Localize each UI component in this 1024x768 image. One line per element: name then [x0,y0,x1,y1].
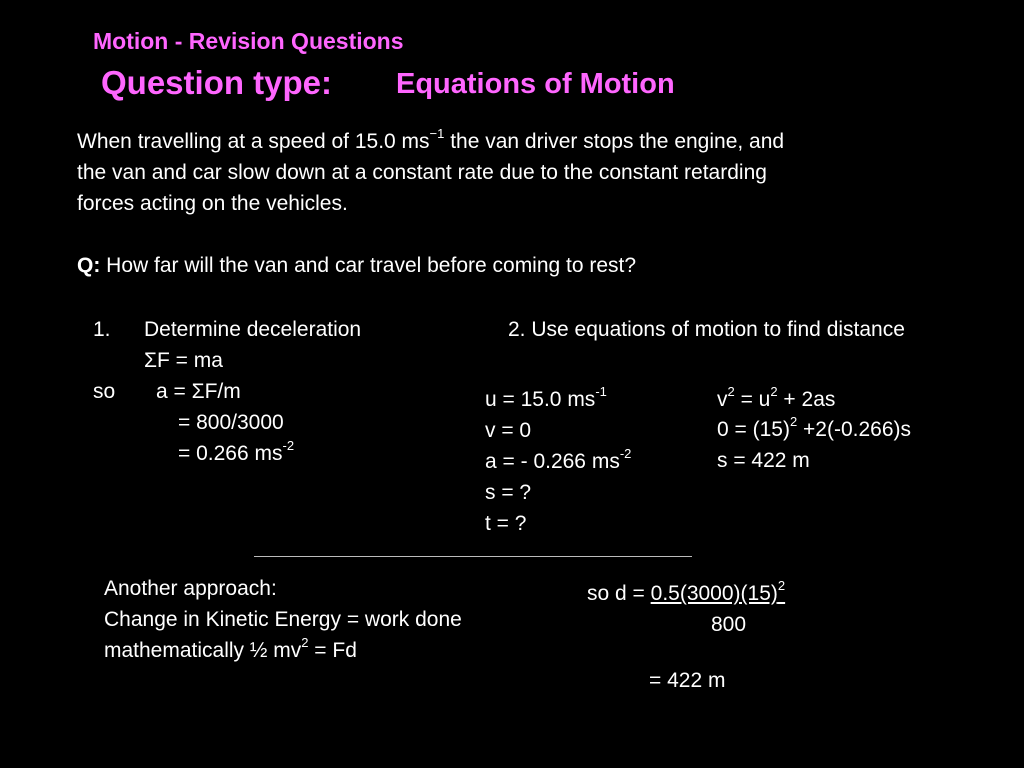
step1-eq1: ΣF = ma [144,349,223,372]
fraction-numerator: $0.5(3000)(15)^2$ [650,578,786,605]
question-type-value: Equations of Motion [396,68,675,100]
alt-line-3: mathematically ½ $mv^2 = Fd$ [104,635,357,662]
given-a: a = - 0.266 $ms^{-2}$ [485,446,632,473]
question-label: Q: [77,254,101,277]
alt-result: = 422 m [649,669,726,692]
question-type-label: Question type: [101,64,333,101]
equation-suvat: $v^2 = u^2 + 2as$ [717,384,836,411]
equation-substituted: $0 = (15)^2 +2(-0.266)s$ [717,414,912,441]
slide-subtitle: Motion - Revision Questions [93,28,404,54]
step1-so: so [93,380,116,403]
intro-line-1: When travelling at a speed of 15.0 $ms^{-1}$ the van driver stops the engine, and [77,126,785,153]
step1-number: 1. [93,318,111,341]
alt-so-d: so $d = 0.5(3000)(15)^2$ [587,578,786,605]
step1-eq3: = 800/3000 [178,411,284,434]
given-v: v = 0 [485,419,532,442]
equation-result: s = 422 m [717,449,810,472]
divider [254,556,692,557]
given-t: t = ? [485,512,527,535]
step2-title: 2. Use equations of motion to find distance [508,318,905,341]
step1-title: Determine deceleration [144,318,362,341]
step1-eq4: = 0.266 $ms^{-2}$ [178,438,295,465]
intro-line-2: the van and car slow down at a constant rate due to the constant retarding [77,161,767,184]
given-s: s = ? [485,481,532,504]
question: Q: How far will the van and car travel before coming to rest? [77,254,637,277]
alt-line-1: Another approach: [104,577,277,600]
alt-line-2: Change in Kinetic Energy = work done [104,608,462,631]
intro-line-3: forces acting on the vehicles. [77,192,348,215]
step1-eq2: a = ΣF/m [156,380,241,403]
given-u: u = 15.0 $ms^{-1}$ [485,384,607,411]
fraction-denominator: 800 [711,613,747,636]
